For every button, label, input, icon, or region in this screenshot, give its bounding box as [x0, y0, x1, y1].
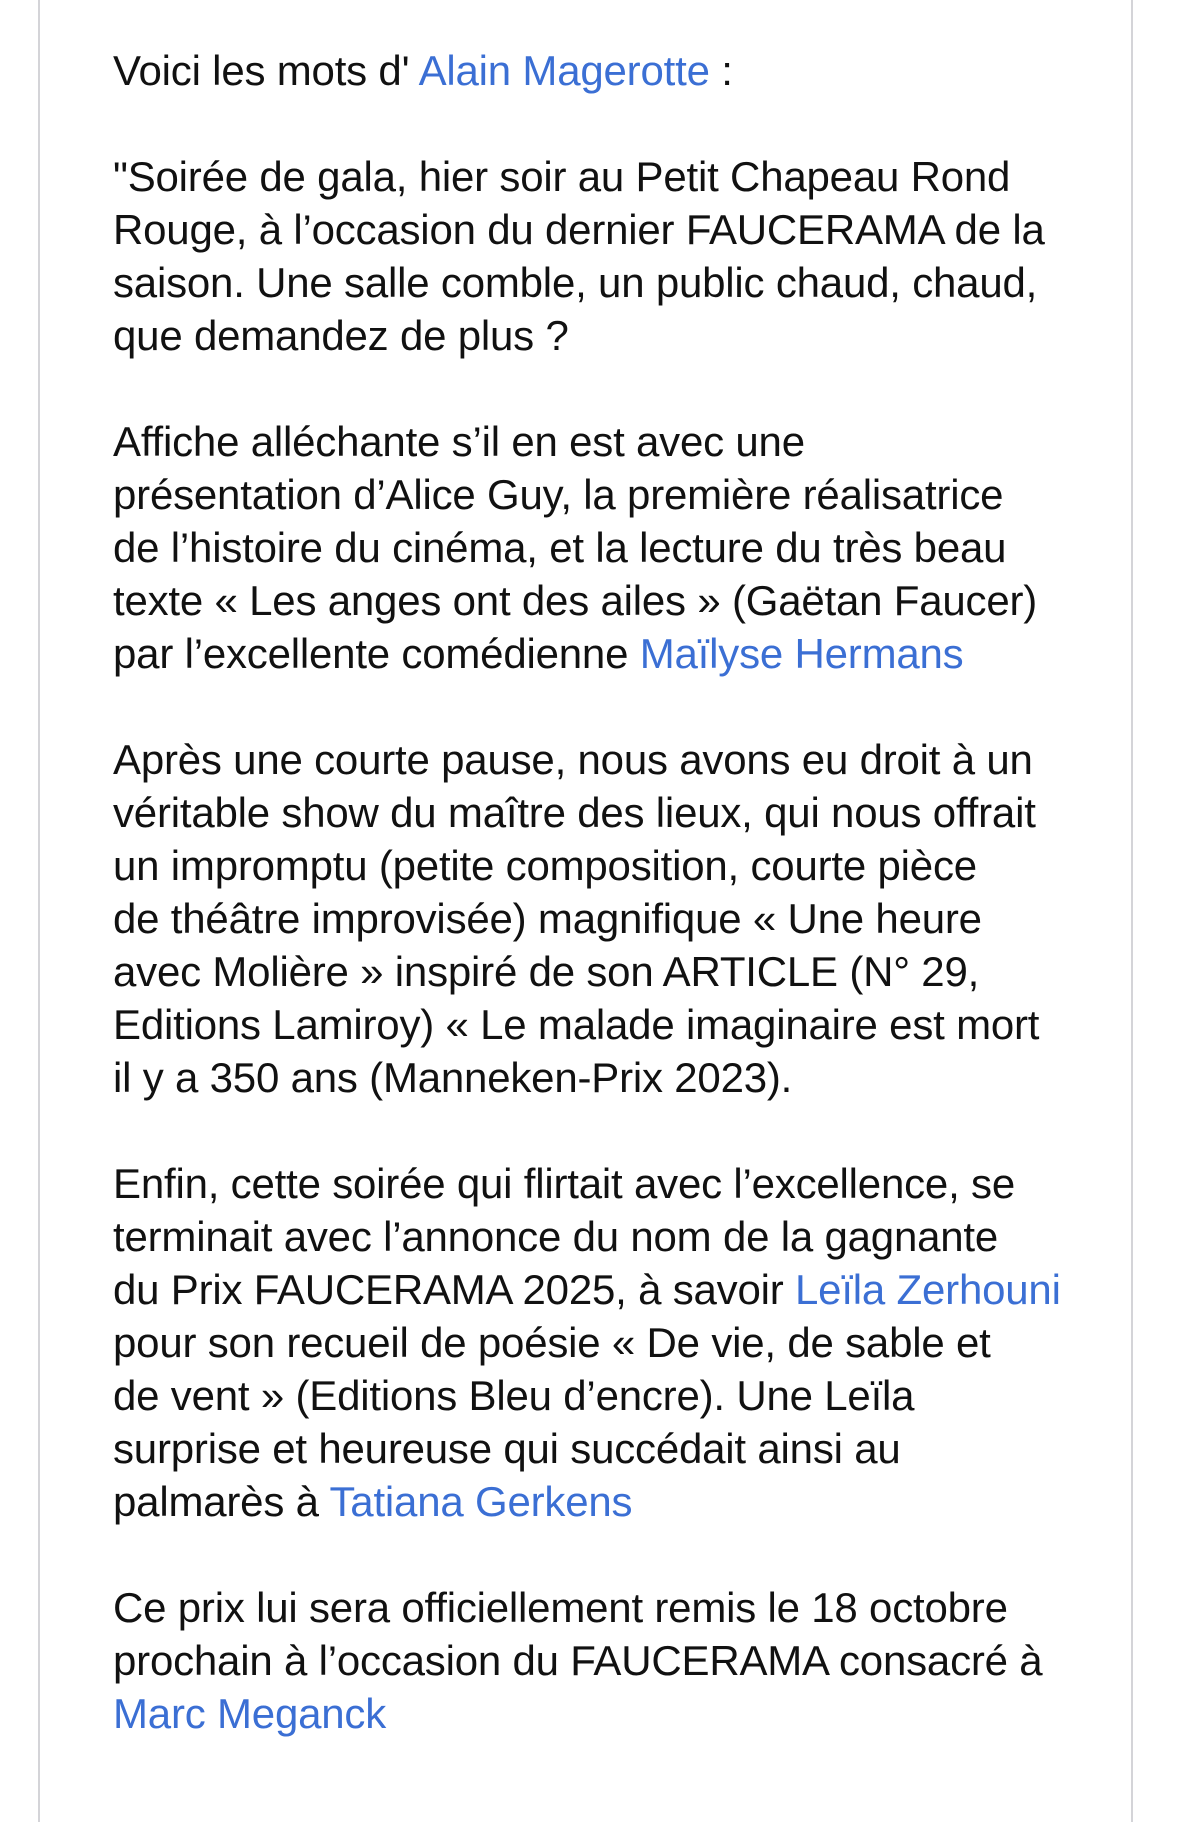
intro-suffix: :: [709, 47, 733, 94]
gala-paragraph: [113, 150, 1153, 362]
paragraph-line: véritable show du maître des lieux, qui nous offrait: [113, 789, 1036, 836]
paragraph-line: Editions Lamiroy) « Le malade imaginaire est mort: [113, 1001, 1040, 1048]
marc-meganck-link[interactable]: Marc Meganck: [113, 1690, 387, 1737]
author-link[interactable]: Alain Magerotte: [418, 47, 710, 94]
paragraph-line: prochain à l’occasion du FAUCERAMA consacré à: [113, 1637, 1043, 1684]
paragraph-line: de théâtre improvisée) magnifique « Une heure: [113, 895, 982, 942]
line-text: palmarès à: [113, 1478, 330, 1525]
paragraph-line: avec Molière » inspiré de son ARTICLE (N° 29,: [113, 948, 980, 995]
paragraph-line: surprise et heureuse qui succédait ainsi au: [113, 1425, 901, 1472]
paragraph-line: que demandez de plus ?: [113, 312, 569, 359]
paragraph-line: "Soirée de gala, hier soir au Petit Chapeau Rond: [113, 153, 1011, 200]
paragraph-line: Enfin, cette soirée qui flirtait avec l’excellence, se: [113, 1160, 1015, 1207]
paragraph-line: saison. Une salle comble, un public chaud, chaud,: [113, 259, 1038, 306]
paragraph-line: un impromptu (petite composition, courte pièce: [113, 842, 977, 889]
prize-paragraph: [113, 1157, 1153, 1528]
paragraph-line: Rouge, à l’occasion du dernier FAUCERAMA de la: [113, 206, 1045, 253]
show-paragraph: [113, 733, 1153, 1104]
affiche-paragraph: [113, 415, 1153, 680]
line-text: par l’excellente comédienne: [113, 630, 640, 677]
mailyse-hermans-link[interactable]: Maïlyse Hermans: [639, 630, 964, 677]
paragraph-line: terminait avec l’annonce du nom de la gagnante: [113, 1213, 999, 1260]
post-card: [38, 0, 1133, 1822]
paragraph-line: texte « Les anges ont des ailes » (Gaëtan Faucer): [113, 577, 1038, 624]
post-body: [113, 44, 1153, 1740]
paragraph-line: Affiche alléchante s’il en est avec une: [113, 418, 805, 465]
paragraph-line: Ce prix lui sera officiellement remis le 18 octobre: [113, 1584, 1008, 1631]
paragraph-line: [113, 627, 1153, 680]
line-text: du Prix FAUCERAMA 2025, à savoir: [113, 1266, 796, 1313]
paragraph-line: [113, 1687, 1153, 1740]
paragraph-line: de vent » (Editions Bleu d’encre). Une Leïla: [113, 1372, 915, 1419]
paragraph-line: il y a 350 ans (Manneken-Prix 2023).: [113, 1054, 793, 1101]
intro-line: [113, 44, 1153, 97]
paragraph-line: [113, 1475, 1153, 1528]
tatiana-gerkens-link[interactable]: Tatiana Gerkens: [329, 1478, 633, 1525]
paragraph-line: de l’histoire du cinéma, et la lecture du très beau: [113, 524, 1007, 571]
closing-paragraph: [113, 1581, 1153, 1740]
intro-paragraph: [113, 44, 1153, 97]
paragraph-line: présentation d’Alice Guy, la première réalisatrice: [113, 471, 1004, 518]
paragraph-line: [113, 1263, 1153, 1316]
paragraph-line: pour son recueil de poésie « De vie, de sable et: [113, 1319, 991, 1366]
leila-zerhouni-link[interactable]: Leïla Zerhouni: [795, 1266, 1061, 1313]
intro-prefix: Voici les mots d': [113, 47, 419, 94]
paragraph-line: Après une courte pause, nous avons eu droit à un: [113, 736, 1033, 783]
